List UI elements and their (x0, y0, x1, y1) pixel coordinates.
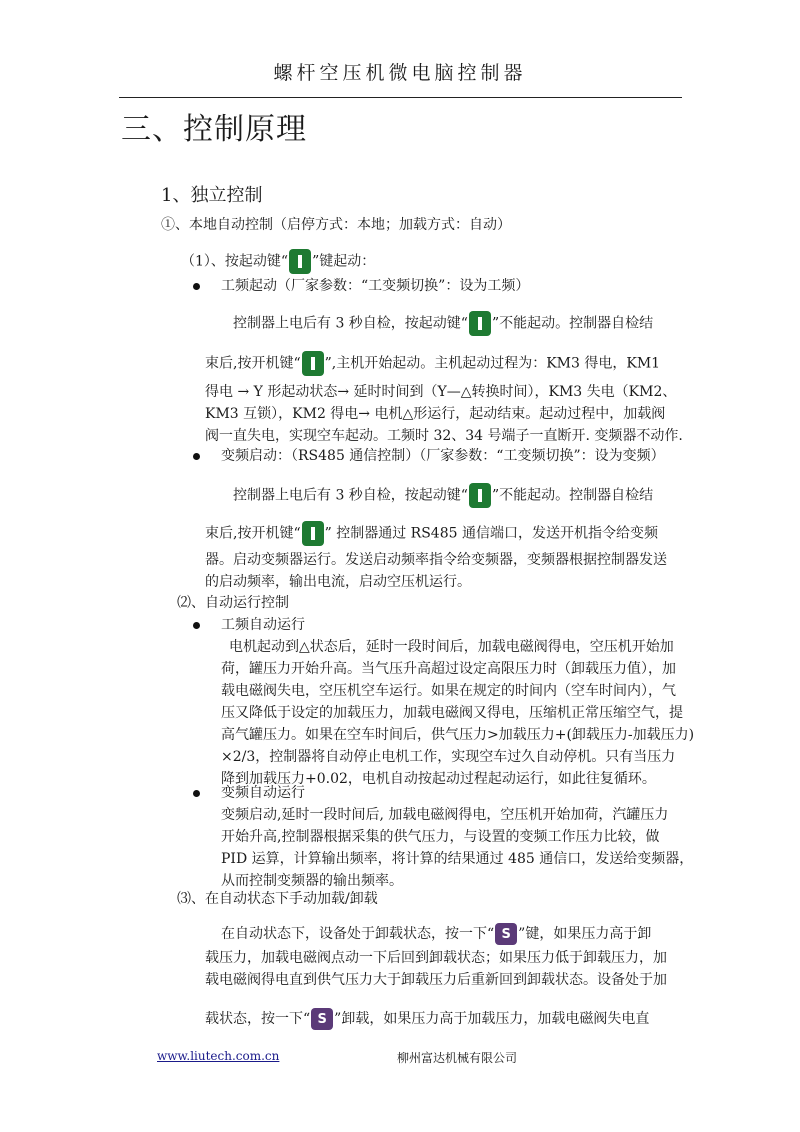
start-key-icon (469, 311, 491, 336)
paragraph-line: 电机起动到△状态后，延时一段时间后，加载电磁阀得电，空压机开始加 (229, 639, 674, 655)
bullet-dot (193, 790, 200, 797)
mode-heading: ①、本地自动控制（启停方式：本地；加载方式：自动） (161, 217, 511, 233)
text-span: ”不能起动。控制器自检结 (491, 487, 654, 504)
paragraph-line: 从而控制变频器的输出频率。 (221, 873, 403, 889)
paragraph-line: 得电 → Y 形起动状态→ 延时时间到（Y—△转换时间），KM3 失电（KM2、 (205, 384, 677, 400)
bullet-dot (193, 283, 200, 290)
start-key-icon (469, 483, 491, 508)
text-span: ”,主机开始起动。主机起动过程为：KM3 得电，KM1 (324, 355, 661, 372)
footer-website-link[interactable]: www.liutech.com.cn (157, 1049, 280, 1063)
start-key-icon (289, 249, 311, 274)
start-key-bar (478, 489, 482, 502)
start-key-icon (302, 521, 324, 546)
step3-heading: ⑶、在自动状态下手动加载/卸载 (177, 891, 378, 907)
paragraph-line (221, 923, 651, 945)
step2-heading: ⑵、自动运行控制 (177, 595, 289, 611)
paragraph-line: KM3 互锁），KM2 得电→ 电机△形运行，起动结束。起动过程中，加载阀 (205, 406, 666, 422)
start-key-bar (298, 255, 302, 268)
paragraph-line: 荷，罐压力开始升高。当气压升高超过设定高限压力时（卸载压力值），加 (221, 661, 676, 677)
step1-heading-text-a: （1）、按起动键“ (181, 253, 289, 270)
text-span: 束后,按开机键“ (205, 355, 301, 372)
text-span: 控制器上电后有 3 秒自检，按起动键“ (233, 487, 468, 504)
bullet-dot (193, 622, 200, 629)
s-key-icon (495, 923, 517, 945)
bullet-title-power-frequency-start: 工频起动（厂家参数：“工变频切换”：设为工频） (221, 278, 530, 294)
paragraph-line: 的启动频率，输出电流，启动空压机运行。 (205, 574, 471, 590)
running-header: 螺杆空压机微电脑控制器 (273, 62, 527, 84)
bullet-dot (193, 453, 200, 460)
paragraph-line: 变频启动,延时一段时间后, 加载电磁阀得电，空压机开始加荷，汽罐压力 (221, 807, 669, 823)
s-key-label: S (501, 927, 511, 942)
subsection-title: 1、独立控制 (161, 185, 263, 206)
paragraph-line: 降到加载压力+0.02，电机自动按起动过程起动运行，如此往复循环。 (221, 771, 656, 787)
text-span: ”键，如果压力高于卸 (518, 926, 652, 942)
bullet-title-power-frequency-auto: 工频自动运行 (221, 617, 305, 633)
footer-company-name: 柳州富达机械有限公司 (397, 1051, 518, 1065)
text-span: ” 控制器通过 RS485 通信端口，发送开机指令给变频 (324, 525, 658, 542)
paragraph-line (233, 483, 653, 508)
paragraph-line: 器。启动变频器运行。发送启动频率指令给变频器，变频器根据控制器发送 (205, 552, 667, 568)
start-key-bar (311, 527, 315, 540)
text-span: ”卸载，如果压力高于加载压力，加载电磁阀失电直 (334, 1011, 650, 1027)
paragraph-line: 高气罐压力。如果在空车时间后，供气压力>加载压力+(卸载压力-加载压力) (221, 727, 695, 743)
paragraph-line: 载压力，加载电磁阀点动一下后回到卸载状态；如果压力低于卸载压力，加 (205, 950, 667, 966)
paragraph-line (205, 1008, 649, 1030)
paragraph-line: PID 运算，计算输出频率，将计算的结果通过 485 通信口，发送给变频器， (221, 851, 694, 867)
paragraph-line (205, 521, 658, 546)
start-key-icon (302, 351, 324, 376)
bullet-title-inverter-start: 变频启动：（RS485 通信控制）（厂家参数：“工变频切换”：设为变频） (221, 448, 665, 464)
text-span: ”不能起动。控制器自检结 (491, 315, 654, 332)
step1-heading (181, 249, 375, 274)
text-span: 载状态，按一下“ (205, 1011, 311, 1027)
paragraph-line (205, 351, 660, 376)
s-key-label: S (317, 1012, 327, 1027)
header-divider (119, 97, 682, 98)
s-key-icon (311, 1008, 333, 1030)
start-key-bar (478, 317, 482, 330)
paragraph-line: 载电磁阀得电直到供气压力大于卸载压力后重新回到卸载状态。设备处于加 (205, 972, 667, 988)
bullet-title-inverter-auto: 变频自动运行 (221, 785, 305, 801)
start-key-bar (311, 357, 315, 370)
step1-heading-text-b: ”键起动： (312, 253, 376, 270)
paragraph-line: 开始升高,控制器根据采集的供气压力，与设置的变频工作压力比较，做 (221, 829, 660, 845)
paragraph-line: 载电磁阀失电，空压机空车运行。如果在规定的时间内（空车时间内），气 (221, 683, 676, 699)
text-span: 控制器上电后有 3 秒自检，按起动键“ (233, 315, 468, 332)
paragraph-line: 阀一直失电，实现空车起动。工频时 32、34 号端子一直断开. 变频器不动作. (205, 428, 683, 444)
text-span: 在自动状态下，设备处于卸载状态，按一下“ (221, 926, 495, 942)
paragraph-line (233, 311, 653, 336)
paragraph-line: 压又降低于设定的加载压力，加载电磁阀又得电，压缩机正常压缩空气，提 (221, 705, 683, 721)
text-span: 束后,按开机键“ (205, 525, 301, 542)
section-title: 三、控制原理 (121, 112, 307, 147)
paragraph-line: ×2/3，控制器将自动停止电机工作，实现空车过久自动停机。只有当压力 (221, 749, 676, 765)
